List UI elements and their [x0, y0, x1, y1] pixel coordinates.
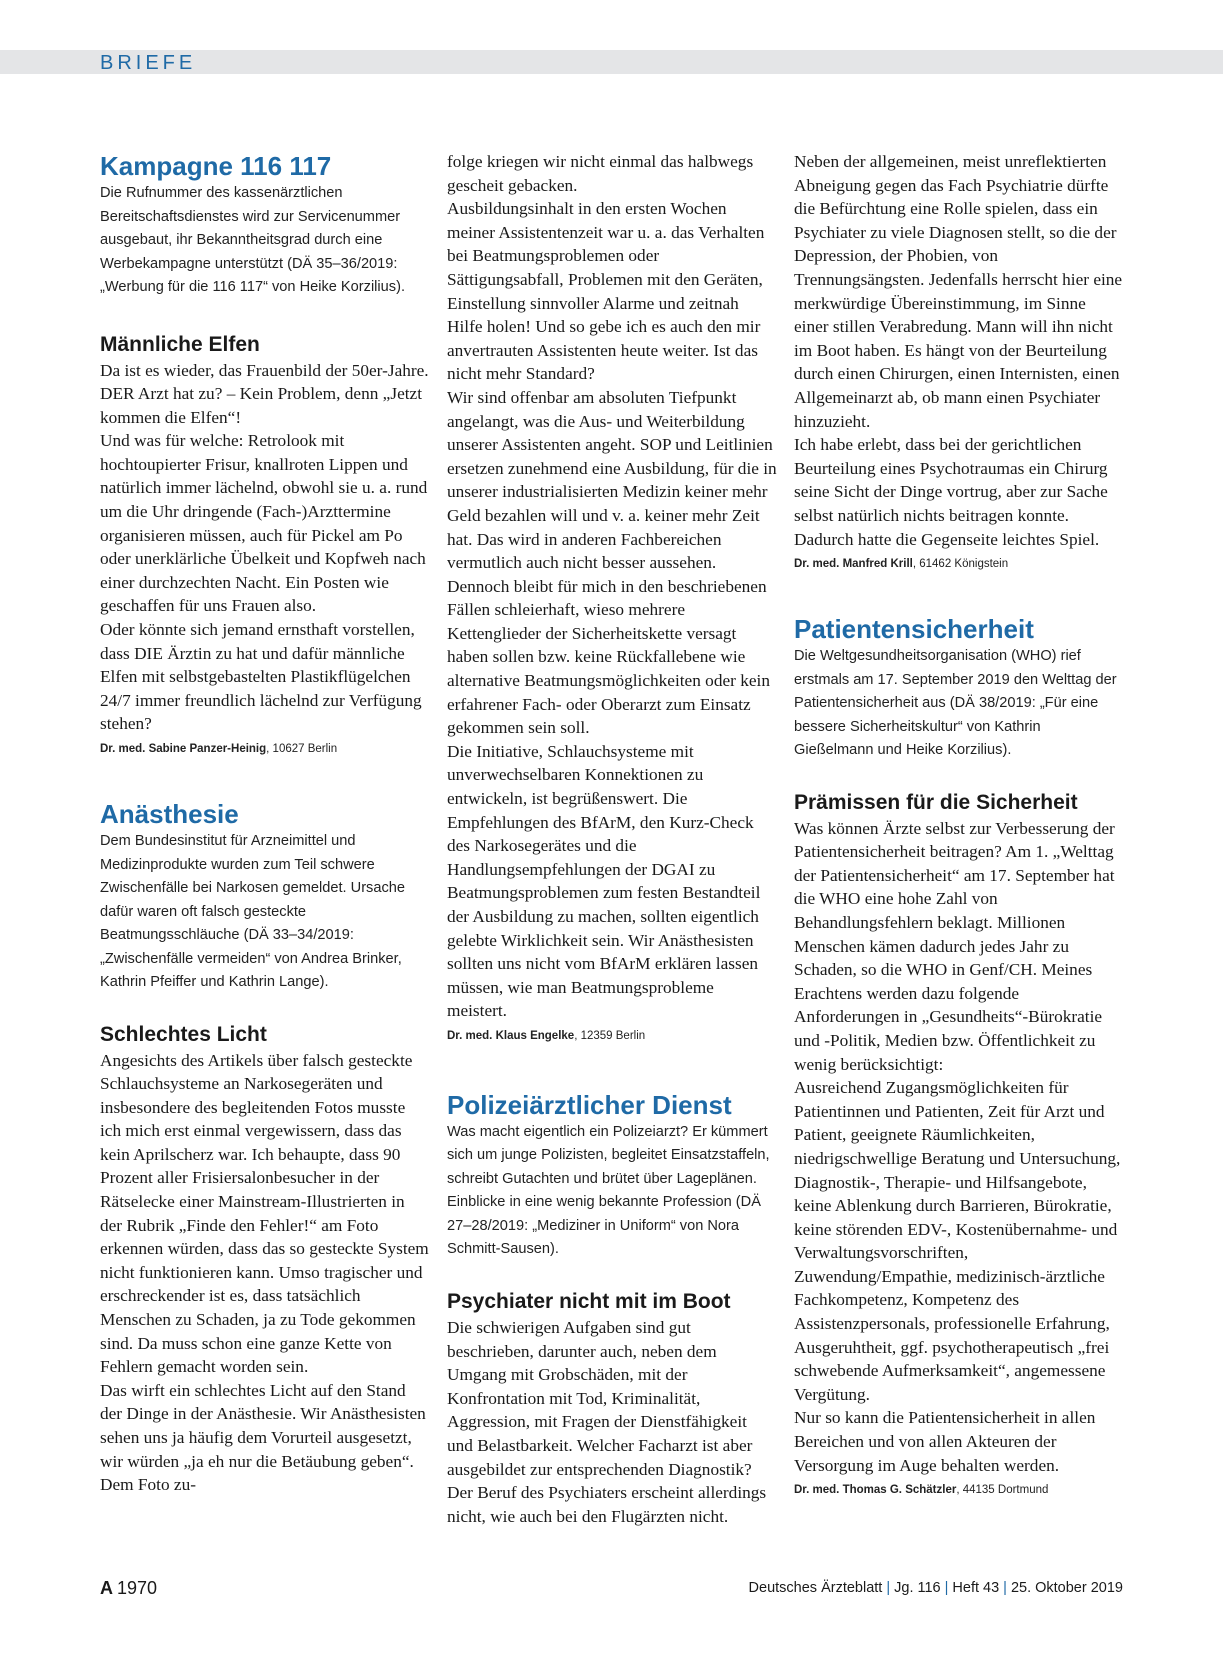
topic-teaser-polizei: Was macht eigentlich ein Polizeiarzt? Er kümmert sich um junge Polizisten, begleitet Einsatzstaffeln, schreibt Gutachten und brütet über Lageplänen. Einblicke in eine wenig bekannte Profession (DÄ 27–28/2019: „Mediziner in Uniform“ von Nora Schmitt-Sausen). — [447, 1123, 770, 1258]
letter-paragraph: Was können Ärzte selbst zur Verbesserung der Patientensicherheit beitragen? Am 1. „Welttag der Patientensicherheit“ am 17. September hat die WHO eine hohe Zahl von Behandlungsfehlern beklagt. Millionen Menschen kämen dadurch jedes Jahr zu Schaden, so die WHO in Genf/CH. Meines Erachtens werden dazu folgende Anforderungen in „Gesundheits“-Bürokratie und -Politik, Medien bzw. Öffentlichkeit zu wenig berücksichtigt: — [794, 818, 1115, 1074]
letter-paragraph: Nur so kann die Patientensicherheit in allen Bereichen und von allen Akteuren der Versorgung im Auge behalten werden. — [794, 1408, 1096, 1475]
footer-separator: | — [944, 1580, 949, 1596]
letter-paragraph: Wir sind offenbar am absoluten Tiefpunkt angelangt, was die Aus- und Weiterbildung unserer Assistenten angeht. SOP und Leitlinien ersetzen zunehmend eine Ausbildung, für die in unserer industrialisierten Medizin keiner mehr Geld bezahlen will und v. a. keiner mehr Zeit hat. Das wird in anderen Fachbereichen vermutlich auch nicht besser aussehen. — [447, 387, 777, 573]
section-label: BRIEFE — [100, 52, 197, 74]
signature-name: Dr. med. Thomas G. Schätzler — [794, 1484, 957, 1497]
letter-paragraph: Das wirft ein schlechtes Licht auf den Stand der Dinge in der Anästhesie. Wir Anästhesisten sehen uns ja häufig dem Vorurteil ausgesetzt, wir würden „ja eh nur die Betäubung geben“. Dem Foto zu- — [100, 1380, 426, 1495]
topic-teaser-kampagne: Die Rufnummer des kassenärztlichen Bereitschaftsdienstes wird zur Servicenummer ausgebaut, ihr Bekanntheitsgrad durch eine Werbekampagne unterstützt (DÄ 35–36/2019: „Werbung für die 116 117“ von Heike Korzilius). — [100, 185, 405, 295]
signature-name: Dr. med. Manfred Krill — [794, 558, 913, 571]
topic-teaser-anaesthesie: Dem Bundesinstitut für Arzneimittel und Medizinprodukte wurden zum Teil schwere Zwischenfälle bei Narkosen gemeldet. Ursache dafür waren oft falsch gesteckte Beatmungsschläuche (DÄ 33–34/2019: „Zwischenfälle vermeiden“ von Andrea Brinker, Kathrin Pfeiffer und Kathrin Lange). — [100, 833, 405, 990]
journal-date: 25. Oktober 2019 — [1010, 1580, 1123, 1596]
journal-volume: Jg. 116 — [894, 1580, 941, 1596]
letter-paragraph: Dennoch bleibt für mich in den beschriebenen Fällen schleierhaft, wieso mehrere Kettenglieder der Sicherheitskette versagt haben sollen bzw. keine Rückfallebene wie alternative Beatmungsmöglichkeiten oder kein erfahrener Fach- oder Oberarzt zum Einsatz gekommen sein soll. — [447, 576, 770, 738]
signature-name: Dr. med. Klaus Engelke — [447, 1029, 575, 1042]
topic-teaser-patient: Die Weltgesundheitsorganisation (WHO) rief erstmals am 17. September 2019 den Welttag der Patientensicherheit aus (DÄ 38/2019: „Für eine bessere Sicherheitskultur“ von Kathrin Gießelmann und Heike Korzilius). — [794, 648, 1117, 759]
letter-paragraph: Ausreichend Zugangsmöglichkeiten für Patientinnen und Patienten, Zeit für Arzt und Patient, geeignete Räumlichkeiten, niedrigschwellige Beratung und Untersuchung, Diagnostik-, Therapie- und Hilfsangebote, keine Ablenkung durch Barrieren, Bürokratie, keine störenden EDV-, Kostenübernahme- und Verwaltungsvorschriften, Zuwendung/Empathie, medizinisch-ärztliche Fachkompetenz, Kompetenz des Assistenzpersonals, professionelle Erfahrung, Ausgeruhtheit, ggf. psychotherapeutisch „frei schwebende Aufmerksamkeit“, angemessene Vergütung. — [794, 1078, 1121, 1404]
letter-paragraph: folge kriegen wir nicht einmal das halbwegs gescheit gebacken. — [447, 152, 754, 195]
topic-title-polizei: Polizeiärztlicher Dienst — [447, 1089, 732, 1120]
letter-signature — [794, 1481, 1124, 1499]
letter-paragraph: Die schwierigen Aufgaben sind gut beschrieben, darunter auch, neben dem Umgang mit Grobschäden, mit der Konfrontation mit Tod, Kriminalität, Aggression, mit Fragen der Dienstfähigkeit und Belastbarkeit. Welcher Facharzt ist aber ausgebildet zur entsprechenden Diagnostik? Der Beruf des Psychiaters erscheint allerdings nicht, wie auch bei den Flugärzten nicht. — [447, 1317, 767, 1526]
letter-heading-boot: Psychiater nicht mit im Boot — [447, 1289, 731, 1313]
letter-paragraph: Oder könnte sich jemand ernsthaft vorstellen, dass DIE Ärztin zu hat und dafür männliche Elfen mit selbstgebastelten Plastikflügelchen 24/7 immer freundlich lächelnd zur Verfügung stehen? — [100, 620, 422, 734]
topic-title-anaesthesie: Anästhesie — [100, 799, 239, 829]
footer-separator: | — [886, 1580, 891, 1596]
column-3 — [794, 150, 1124, 1499]
topic-title-kampagne: Kampagne 116 117 — [100, 151, 332, 181]
signature-place: , 44135 Dortmund — [956, 1484, 1049, 1497]
signature-place: , 12359 Berlin — [574, 1029, 646, 1042]
letter-paragraph: Angesichts des Artikels über falsch gesteckte Schlauchsysteme an Narkosegeräten und insbesondere des begleitenden Fotos musste ich mich erst einmal vergewissern, dass das kein Aprilscherz war. Ich behaupte, dass 90 Prozent aller Frisiersalonbesucher in der Rätselecke einer Mainstream-Illustrierten in der Rubrik „Finde den Fehler!“ am Foto erkennen würden, dass das so gesteckte System nicht funktionieren kann. Umso tragischer und erschreckender ist es, dass tatsächlich Menschen zu Schaden, ja zu Tode gekommen sind. Da muss schon eine ganze Kette von Fehlern gemacht worden sein. — [100, 1050, 429, 1377]
journal-issue: Heft 43 — [952, 1580, 1000, 1596]
letter-heading-praemissen: Prämissen für die Sicherheit — [794, 790, 1078, 814]
letter-signature — [794, 555, 1124, 573]
footer-separator: | — [1003, 1580, 1007, 1596]
journal-info — [749, 1580, 1123, 1596]
letter-paragraph: Da ist es wieder, das Frauenbild der 50er-Jahre. DER Arzt hat zu? – Kein Problem, denn „Jetzt kommen die Elfen“! — [100, 360, 429, 427]
letter-paragraph: Ausbildungsinhalt in den ersten Wochen meiner Assistentenzeit war u. a. das Verhalten bei Beatmungsproblemen oder Sättigungsabfall, Problemen mit den Geräten, Einstellung sinnvoller Alarme und zeitnah Hilfe holen! Und so gebe ich es auch den mir anvertrauten Assistenten heute weiter. Ist das nicht mehr Standard? — [447, 199, 765, 384]
page-letter: A — [100, 1578, 113, 1598]
topic-title-patient: Patientensicherheit — [794, 614, 1034, 645]
letter-paragraph: Die Initiative, Schlauchsysteme mit unverwechselbaren Konnektionen zu entwickeln, ist begrüßenswert. Die Empfehlungen des BfArM, den Kurz-Check des Narkosegerätes und die Handlungsempfehlungen der DGAI zu Beatmungsproblemen zum festen Bestandteil der Ausbildung zu machen, sollten eigentlich gelebte Wirklichkeit sein. Wir Anästhesisten sollten uns nicht vom BfArM erklären lassen müssen, wie man Beatmungsprobleme meistert. — [447, 741, 761, 1021]
letter-signature — [447, 1027, 777, 1045]
signature-place: , 61462 Königstein — [912, 558, 1009, 571]
page-number-value: 1970 — [117, 1578, 158, 1598]
letter-paragraph: Neben der allgemeinen, meist unreflektierten Abneigung gegen das Fach Psychiatrie dürfte die Befürchtung eine Rolle spielen, dass ein Psychiater zu viele Diagnosen stellt, so die der Depression, der Phobien, von Trennungsängsten. Jedenfalls herrscht hier eine merkwürdige Übereinstimmung, im Sinne einer stillen Verabredung. Mann will ihn nicht im Boot haben. Es hängt von der Beurteilung durch einen Chirurgen, einen Internisten, einen Allgemeinarzt ab, ob mann einen Psychiater hinzuzieht. — [794, 152, 1123, 431]
letter-paragraph: Ich habe erlebt, dass bei der gerichtlichen Beurteilung eines Psychotraumas ein Chirurg seine Sicht der Dinge vortrug, aber zur Sache selbst natürlich nichts beitragen konnte. Dadurch hatte die Gegenseite leichtes Spiel. — [794, 435, 1108, 549]
letter-signature — [100, 740, 430, 758]
signature-name: Dr. med. Sabine Panzer-Heinig — [100, 743, 267, 755]
letter-heading-licht: Schlechtes Licht — [100, 1022, 267, 1046]
page-number — [100, 1578, 157, 1599]
letter-paragraph: Und was für welche: Retrolook mit hochtoupierter Frisur, knallroten Lippen und natürlich immer lächelnd, obwohl sie u. a. rund um die Uhr dringende (Fach-)Arzttermine organisieren müssen, auch für Pickel am Po oder unerklärliche Übelkeit und Kopfweh nach einer durchzechten Nacht. Ein Posten wie geschaffen für uns Frauen also. — [100, 431, 428, 616]
column-1 — [100, 150, 430, 1497]
signature-place: , 10627 Berlin — [266, 743, 338, 755]
letter-heading-elfen: Männliche Elfen — [100, 332, 260, 356]
column-2 — [447, 150, 777, 1528]
journal-name: Deutsches Ärzteblatt — [748, 1580, 883, 1596]
